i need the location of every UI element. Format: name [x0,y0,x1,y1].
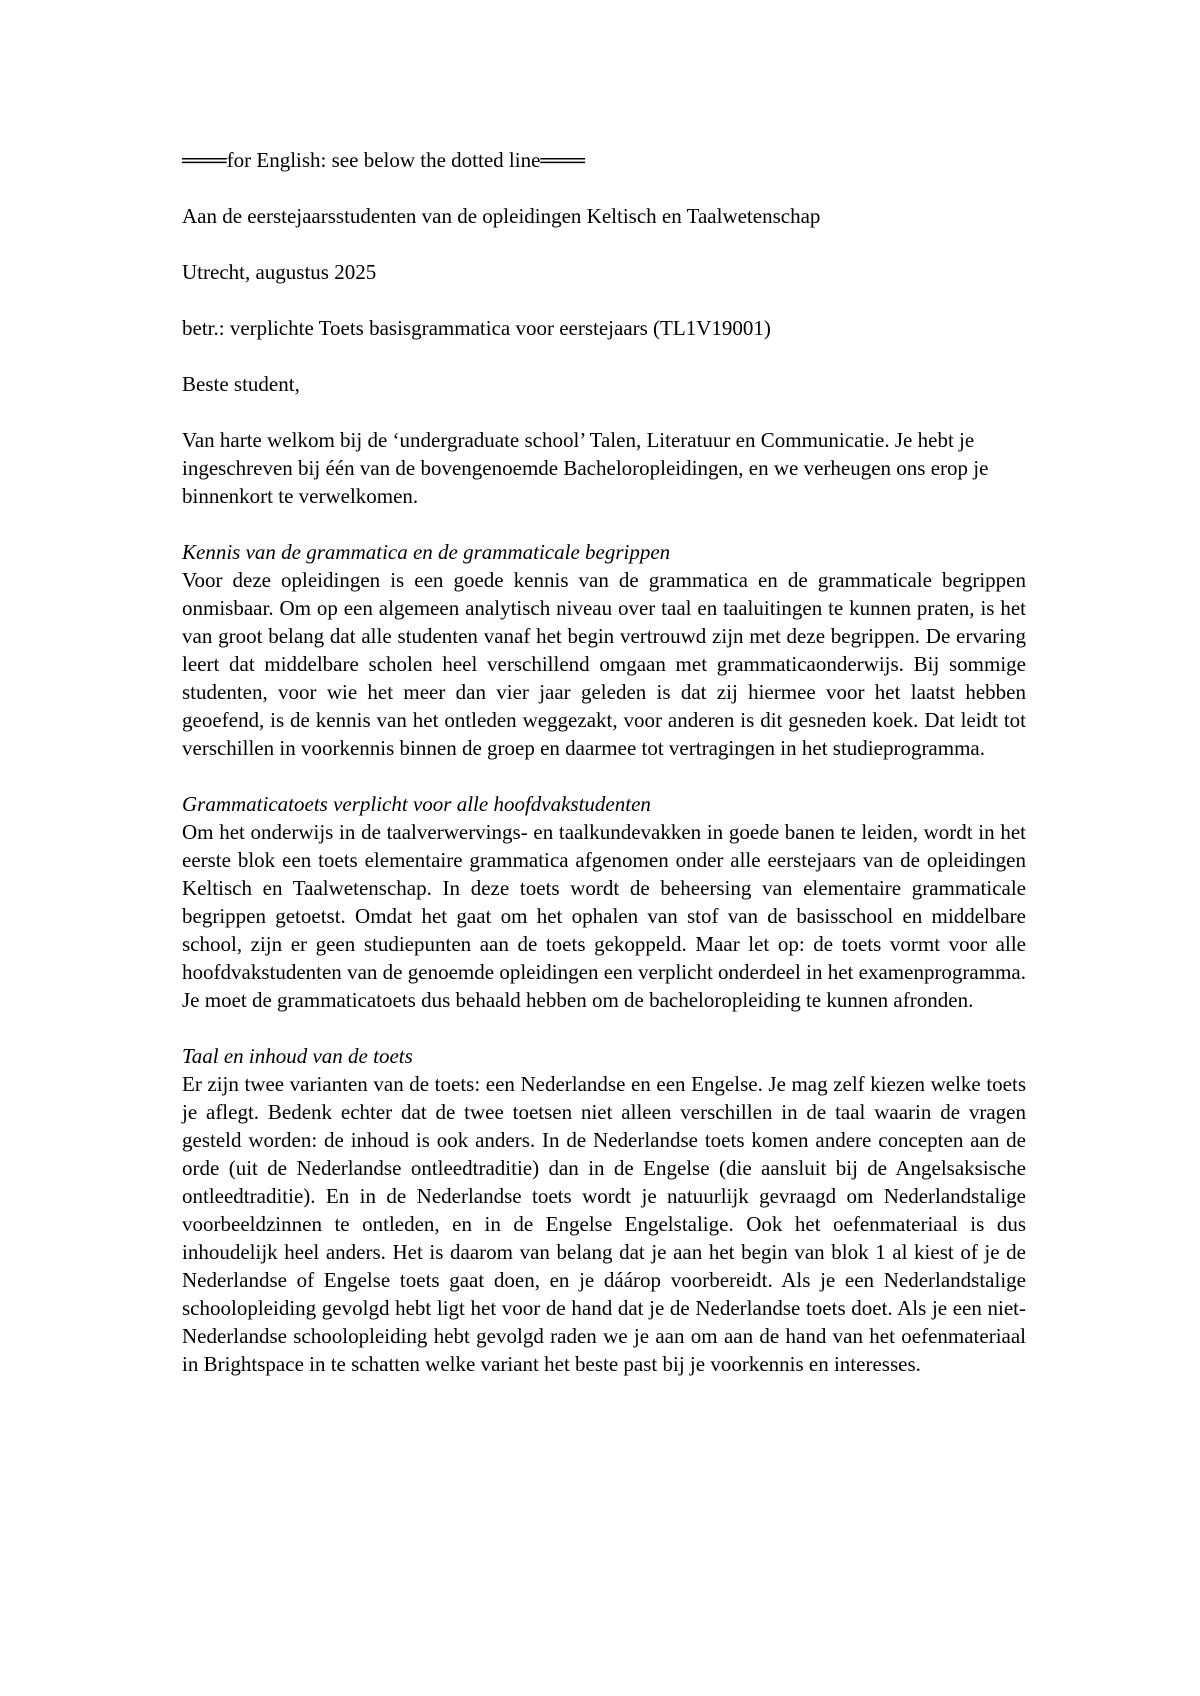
section-paragraph: Er zijn twee varianten van de toets: een Nederlandse en een Engelse. Je mag zelf kiezen welke toets je aflegt. Bedenk echter dat de twee toetsen niet alleen verschillen in de taal waarin de vragen gesteld worden: de inhoud is ook anders. In de Nederlandse toets komen andere concepten aan de orde (uit de Nederlandse ontleedtraditie) dan in de Engelse (die aansluit bij de Angelsaksische ontleedtraditie). En in de Nederlandse toets wordt je natuurlijk gevraagd om Nederlandstalige voorbeeldzinnen te ontleden, en in de Engelse Engelstalige. Ook het oefenmateriaal is dus inhoudelijk heel anders. Het is daarom van belang dat je aan het begin van blok 1 al kiest of je de Nederlandse of Engelse toets gaat doen, en je dáárop voorbereidt. Als je een Nederlandstalige schoolopleiding gevolgd hebt ligt het voor de hand dat je de Nederlandse toets doet. Als je een niet-Nederlandse schoolopleiding hebt gevolgd raden we je aan om aan de hand van het oefenmateriaal in Brightspace in te schatten welke variant het beste past bij je voorkennis en interesses. [182,1072,1026,1376]
place-date-line: Utrecht, augustus 2025 [182,260,377,284]
salutation: Beste student, [182,372,300,396]
english-notice: ═══for English: see below the dotted line═══ [182,148,586,172]
section-paragraph: Om het onderwijs in de taalverwervings- en taalkundevakken in goede banen te leiden, wordt in het eerste blok een toets elementaire grammatica afgenomen onder alle eerstejaars van de opleidingen Keltisch en Taalwetenschap. In deze toets wordt de beheersing van elementaire grammaticale begrippen getoetst. Omdat het gaat om het ophalen van stof van de basisschool en middelbare school, zijn er geen studiepunten aan de toets gekoppeld. Maar let op: de toets vormt voor alle hoofdvakstudenten van de genoemde opleidingen een verplicht onderdeel in het examenprogramma. Je moet de grammaticatoets dus behaald hebben om de bacheloropleiding te kunnen afronden. [182,820,1026,1012]
welcome-paragraph: Van harte welkom bij de ‘undergraduate school’ Talen, Literatuur en Communicatie. Je hebt je ingeschreven bij één van de bovengenoemde Bacheloropleidingen, en we verheugen ons erop je binnenkort te verwelkomen. [182,428,989,508]
welcome-section [182,426,1026,510]
section-mandatory-test [182,790,1026,1014]
letter-body [182,146,1026,1406]
section-paragraph: Voor deze opleidingen is een goede kennis van de grammatica en de grammaticale begrippen onmisbaar. Om op een algemeen analytisch niveau over taal en taaluitingen te kunnen praten, is het van groot belang dat alle studenten vanaf het begin vertrouwd zijn met deze begrippen. De ervaring leert dat middelbare scholen heel verschillend omgaan met grammaticaonderwijs. Bij sommige studenten, voor wie het meer dan vier jaar geleden is dat zij hiermee voor het laatst hebben geoefend, is de kennis van het ontleden weggezakt, voor anderen is dit gesneden koek. Dat leidt tot verschillen in voorkennis binnen de groep en daarmee tot vertragingen in het studieprogramma. [182,568,1026,760]
section-heading: Kennis van de grammatica en de grammaticale begrippen [182,540,671,564]
section-heading: Grammaticatoets verplicht voor alle hoofdvakstudenten [182,792,651,816]
subject-line: betr.: verplichte Toets basisgrammatica voor eerstejaars (TL1V19001) [182,316,771,340]
section-test-language-content [182,1042,1026,1378]
section-grammar-knowledge [182,538,1026,762]
section-heading: Taal en inhoud van de toets [182,1044,413,1068]
addressee-line: Aan de eerstejaarsstudenten van de opleidingen Keltisch en Taalwetenschap [182,204,821,228]
